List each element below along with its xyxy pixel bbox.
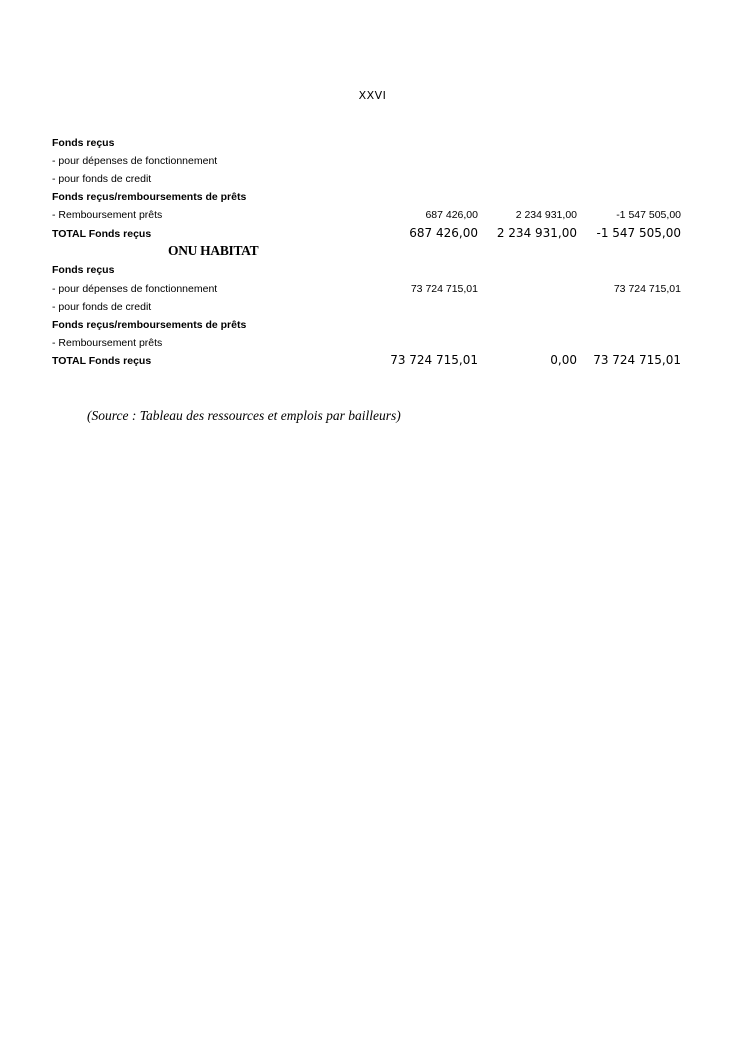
value-col-1: 687 426,00 [425, 209, 478, 221]
row-label: Fonds reçus/remboursements de prêts [52, 319, 247, 331]
page-number: XXVI [358, 89, 387, 102]
value-col-3: 73 724 715,01 [613, 283, 681, 295]
row-label: - Remboursement prêts [52, 337, 163, 349]
value-col-2: 2 234 931,00 [515, 209, 577, 221]
value-col-3: -1 547 505,00 [616, 209, 681, 221]
row-label: TOTAL Fonds reçus [52, 355, 152, 367]
row-label: - pour fonds de credit [52, 301, 152, 313]
table-row [52, 301, 692, 317]
total-col-2: 0,00 [550, 353, 577, 367]
table-row [52, 209, 692, 225]
row-label: Fonds reçus [52, 137, 115, 149]
row-label: - pour fonds de credit [52, 173, 152, 185]
row-label: - Remboursement prêts [52, 209, 163, 221]
table-row [52, 137, 692, 153]
total-col-3: -1 547 505,00 [596, 226, 681, 240]
row-label: - pour dépenses de fonctionnement [52, 155, 218, 167]
table-row [52, 191, 692, 207]
table-row [52, 173, 692, 189]
table-row [52, 337, 692, 353]
row-label: Fonds reçus [52, 264, 115, 276]
table-row [52, 155, 692, 171]
table-row [52, 264, 692, 280]
total-col-2: 2 234 931,00 [496, 226, 577, 240]
row-label: - pour dépenses de fonctionnement [52, 283, 218, 295]
section-title: ONU HABITAT [168, 243, 259, 258]
total-col-3: 73 724 715,01 [593, 353, 681, 367]
table-row [52, 319, 692, 335]
table-row [52, 283, 692, 299]
row-label: TOTAL Fonds reçus [52, 228, 152, 240]
source-note: (Source : Tableau des ressources et emplois par bailleurs) [87, 408, 401, 423]
row-label: Fonds reçus/remboursements de prêts [52, 191, 247, 203]
total-row [52, 228, 692, 244]
total-col-1: 73 724 715,01 [390, 353, 478, 367]
value-col-1: 73 724 715,01 [410, 283, 478, 295]
total-col-1: 687 426,00 [409, 226, 478, 240]
total-row [52, 355, 692, 371]
